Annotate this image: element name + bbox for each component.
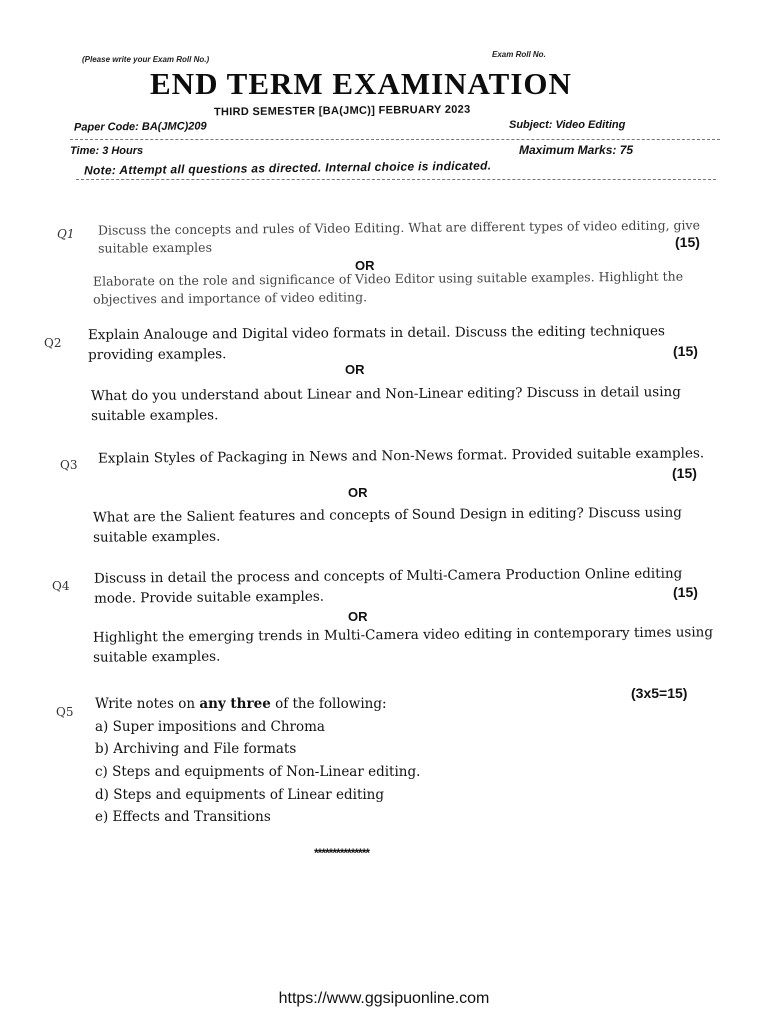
- footer-url[interactable]: https://www.ggsipuonline.com: [278, 990, 490, 1007]
- question-text: Discuss in detail the process and concepts of Multi-Camera Production Online editing mode. Provide suitable examples.: [93, 565, 683, 607]
- list-item: d) Steps and equipments of Linear editing: [95, 787, 385, 803]
- question-text: Discuss the concepts and rules of Video Editing. What are different types of video editing, give suitable examples: [97, 217, 701, 256]
- or-separator: OR: [348, 485, 368, 500]
- exam-note: Note: Attempt all questions as directed. Internal choice is indicated.: [83, 158, 492, 178]
- header-rule-bottom: [76, 179, 716, 180]
- end-marker: ***************: [314, 846, 370, 860]
- paper-code: Paper Code: BA(JMC)209: [73, 120, 207, 134]
- intro-prefix: Write notes on: [95, 696, 200, 712]
- question-text: Explain Styles of Packaging in News and Non-News format. Provided suitable examples.: [97, 445, 705, 467]
- time-allowed: Time: 3 Hours: [70, 145, 144, 157]
- subject: Subject: Video Editing: [509, 119, 626, 131]
- roll-label: Exam Roll No.: [492, 50, 546, 59]
- list-item: e) Effects and Transitions: [95, 809, 271, 825]
- question-marks: (15): [673, 343, 698, 359]
- question-alt-text: Highlight the emerging trends in Multi-Camera video editing in contemporary times using suitable examples.: [92, 624, 714, 666]
- exam-title: END TERM EXAMINATION: [150, 66, 572, 101]
- question-number: Q3: [60, 458, 78, 472]
- header-rule-top: [70, 139, 720, 140]
- or-separator: OR: [348, 609, 368, 624]
- intro-emphasis: any three: [199, 696, 271, 712]
- semester-line: THIRD SEMESTER [BA(JMC)] FEBRUARY 2023: [213, 103, 471, 119]
- list-item: a) Super impositions and Chroma: [95, 719, 325, 735]
- intro-suffix: of the following:: [270, 696, 387, 712]
- roll-instruction: (Please write your Exam Roll No.): [82, 55, 210, 64]
- question-number: Q4: [52, 579, 70, 593]
- list-item: c) Steps and equipments of Non-Linear editing.: [95, 764, 421, 780]
- question-number: Q2: [44, 336, 62, 350]
- question-text: [95, 696, 387, 712]
- question-text: Explain Analouge and Digital video formats in detail. Discuss the editing techniques providing examples.: [87, 323, 665, 364]
- list-item: b) Archiving and File formats: [95, 741, 297, 757]
- question-number: Q1: [57, 227, 75, 241]
- question-alt-text: Elaborate on the role and significance of Video Editor using suitable examples. Highlight the objectives and importance of video editing.: [92, 268, 684, 307]
- question-alt-text: What are the Salient features and concepts of Sound Design in editing? Discuss using suitable examples.: [92, 504, 682, 546]
- question-marks: (15): [673, 584, 698, 600]
- maximum-marks: Maximum Marks: 75: [519, 143, 634, 157]
- question-number: Q5: [56, 705, 74, 719]
- or-separator: OR: [355, 258, 375, 273]
- or-separator: OR: [345, 362, 365, 377]
- question-marks: (3x5=15): [631, 685, 688, 701]
- question-marks: (15): [672, 465, 697, 481]
- question-marks: (15): [675, 234, 700, 250]
- question-alt-text: What do you understand about Linear and Non-Linear editing? Discuss in detail using suitable examples.: [90, 384, 681, 425]
